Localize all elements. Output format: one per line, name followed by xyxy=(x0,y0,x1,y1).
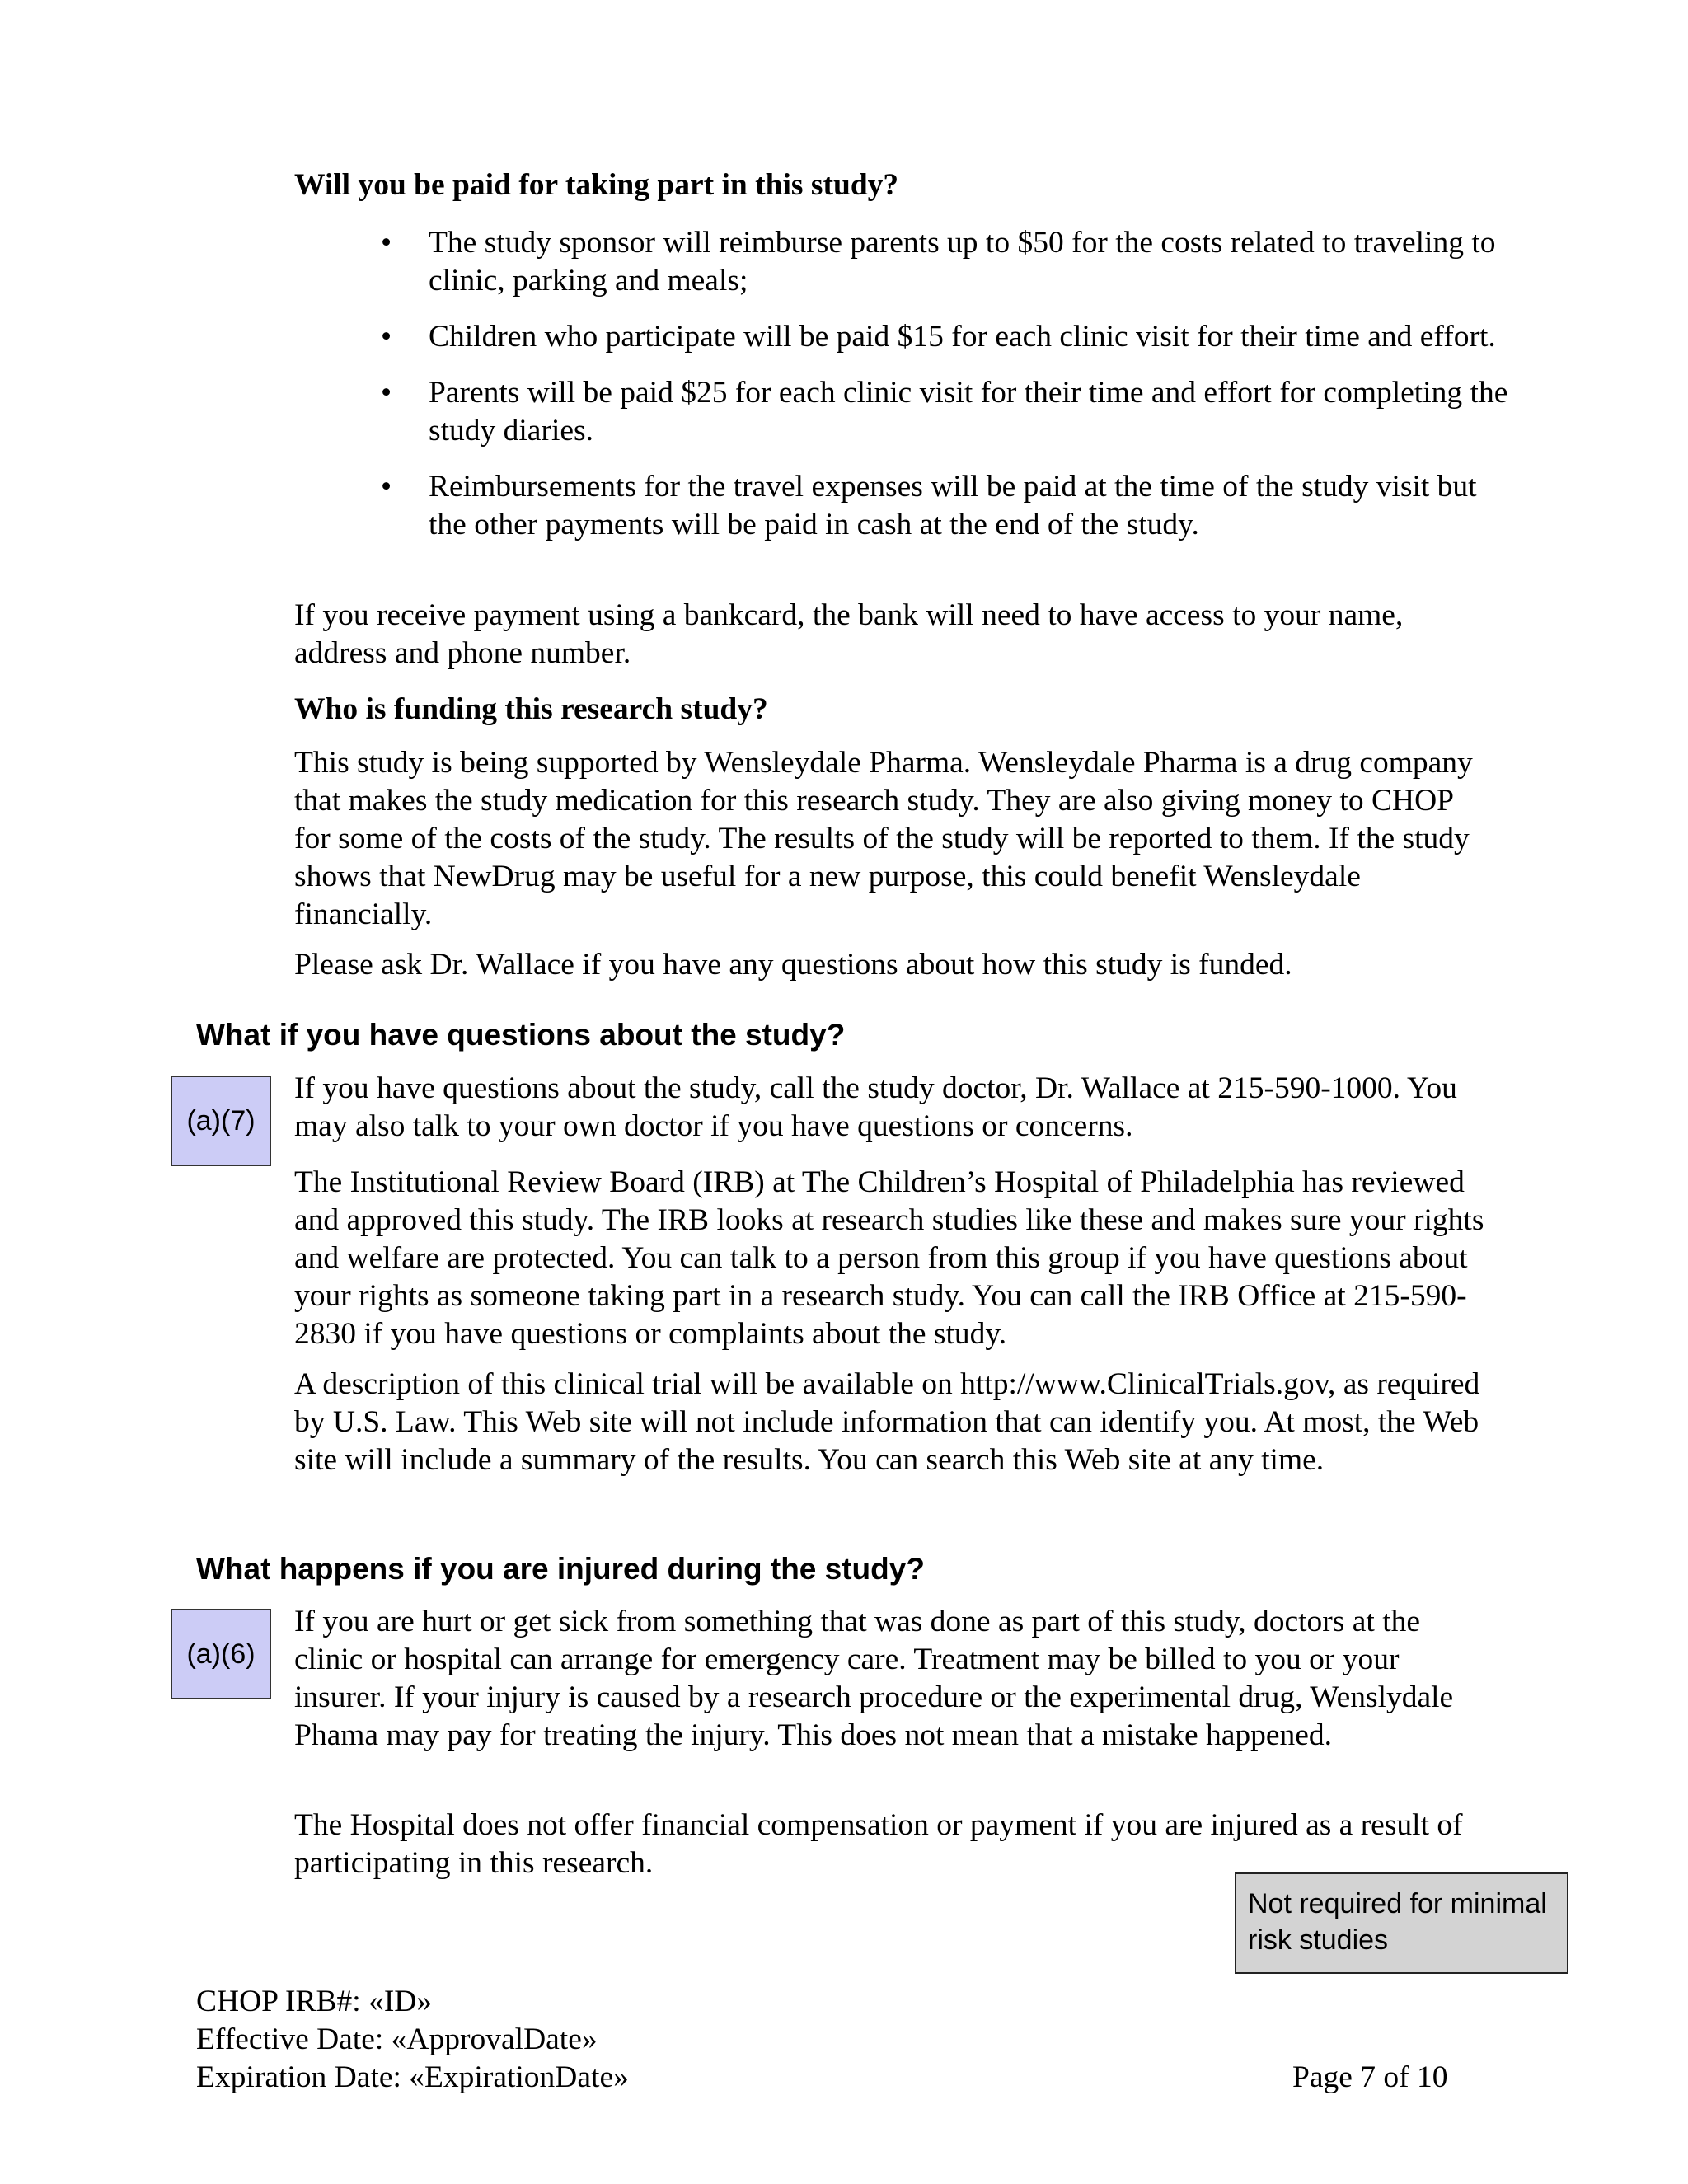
list-item xyxy=(381,318,1518,356)
injury-compensation-paragraph: The Hospital does not offer financial compensation or payment if you are injured as a result of participating in this research. xyxy=(294,1808,1463,1880)
regulation-tag-a7 xyxy=(171,1076,271,1166)
regulation-tag-label: (a)(6) xyxy=(186,1638,256,1670)
questions-contact-paragraph: If you have questions about the study, call the study doctor, Dr. Wallace at 215-590-1000. You may also talk to your own doctor if you have questions or concerns. xyxy=(294,1071,1457,1143)
list-item xyxy=(381,224,1518,300)
bullet-icon: • xyxy=(381,320,392,354)
payment-heading: Will you be paid for taking part in this study? xyxy=(294,168,899,202)
injury-care-paragraph: If you are hurt or get sick from something that was done as part of this study, doctors at the clinic or hospital can arrange for emergency care. Treatment may be billed to you or your insurer. If your injury is caused by a research procedure or the experimental drug, Wenslydale Phama may pay for treating the injury. This does not mean that a mistake happened. xyxy=(294,1605,1454,1752)
payment-bullet-text: Parents will be paid $25 for each clinic visit for their time and effort for completing the study diaries. xyxy=(429,376,1508,448)
bullet-icon: • xyxy=(381,226,392,260)
injury-heading: What happens if you are injured during the study? xyxy=(196,1552,925,1586)
clinicaltrials-paragraph: A description of this clinical trial will be available on http://www.ClinicalTrials.gov, as required by U.S. Law. This Web site will not include information that can identify you. At most, the Web site will include a summary of the results. You can search this Web site at any time. xyxy=(294,1367,1480,1477)
irb-paragraph: The Institutional Review Board (IRB) at The Children’s Hospital of Philadelphia has reviewed and approved this study. The IRB looks at research studies like these and makes sure your rights and welfare are protected. You can talk to a person from this group if you have questions about your rights as someone taking part in a research study. You can call the IRB Office at 215-590-2830 if you have questions or complaints about the study. xyxy=(294,1165,1484,1351)
bullet-icon: • xyxy=(381,470,392,504)
payment-bullet-text: The study sponsor will reimburse parents up to $50 for the costs related to traveling to clinic, parking and meals; xyxy=(429,226,1496,298)
regulation-tag-label: (a)(7) xyxy=(186,1104,256,1137)
list-item xyxy=(381,374,1518,450)
funding-paragraph: This study is being supported by Wensleydale Pharma. Wensleydale Pharma is a drug company that makes the study medication for this research study. They are also giving money to CHOP for some of the costs of the study. The results of the study will be reported to them. If the study shows that NewDrug may be useful for a new purpose, this could benefit Wensleydale financially. xyxy=(294,746,1473,931)
list-item xyxy=(381,468,1518,544)
footer-effective-date: Effective Date: «ApprovalDate» xyxy=(196,2022,598,2056)
minimal-risk-note xyxy=(1235,1872,1568,1974)
funding-questions-paragraph: Please ask Dr. Wallace if you have any questions about how this study is funded. xyxy=(294,948,1292,982)
payment-bullet-text: Children who participate will be paid $15 for each clinic visit for their time and effort. xyxy=(429,320,1496,354)
bullet-icon: • xyxy=(381,376,392,410)
questions-heading: What if you have questions about the study? xyxy=(196,1018,846,1052)
minimal-risk-note-text: Not required for minimal risk studies xyxy=(1248,1888,1547,1956)
funding-heading: Who is funding this research study? xyxy=(294,692,768,726)
payment-bullet-list xyxy=(381,224,1518,562)
footer-irb-id: CHOP IRB#: «ID» xyxy=(196,1985,433,2018)
footer-expiration-date: Expiration Date: «ExpirationDate» xyxy=(196,2060,629,2094)
page-number: Page 7 of 10 xyxy=(1292,2060,1448,2094)
regulation-tag-a6 xyxy=(171,1609,271,1699)
payment-bullet-text: Reimbursements for the travel expenses will be paid at the time of the study visit but the other payments will be paid in cash at the end of the study. xyxy=(429,470,1477,541)
bankcard-paragraph: If you receive payment using a bankcard, the bank will need to have access to your name, address and phone number. xyxy=(294,598,1404,670)
